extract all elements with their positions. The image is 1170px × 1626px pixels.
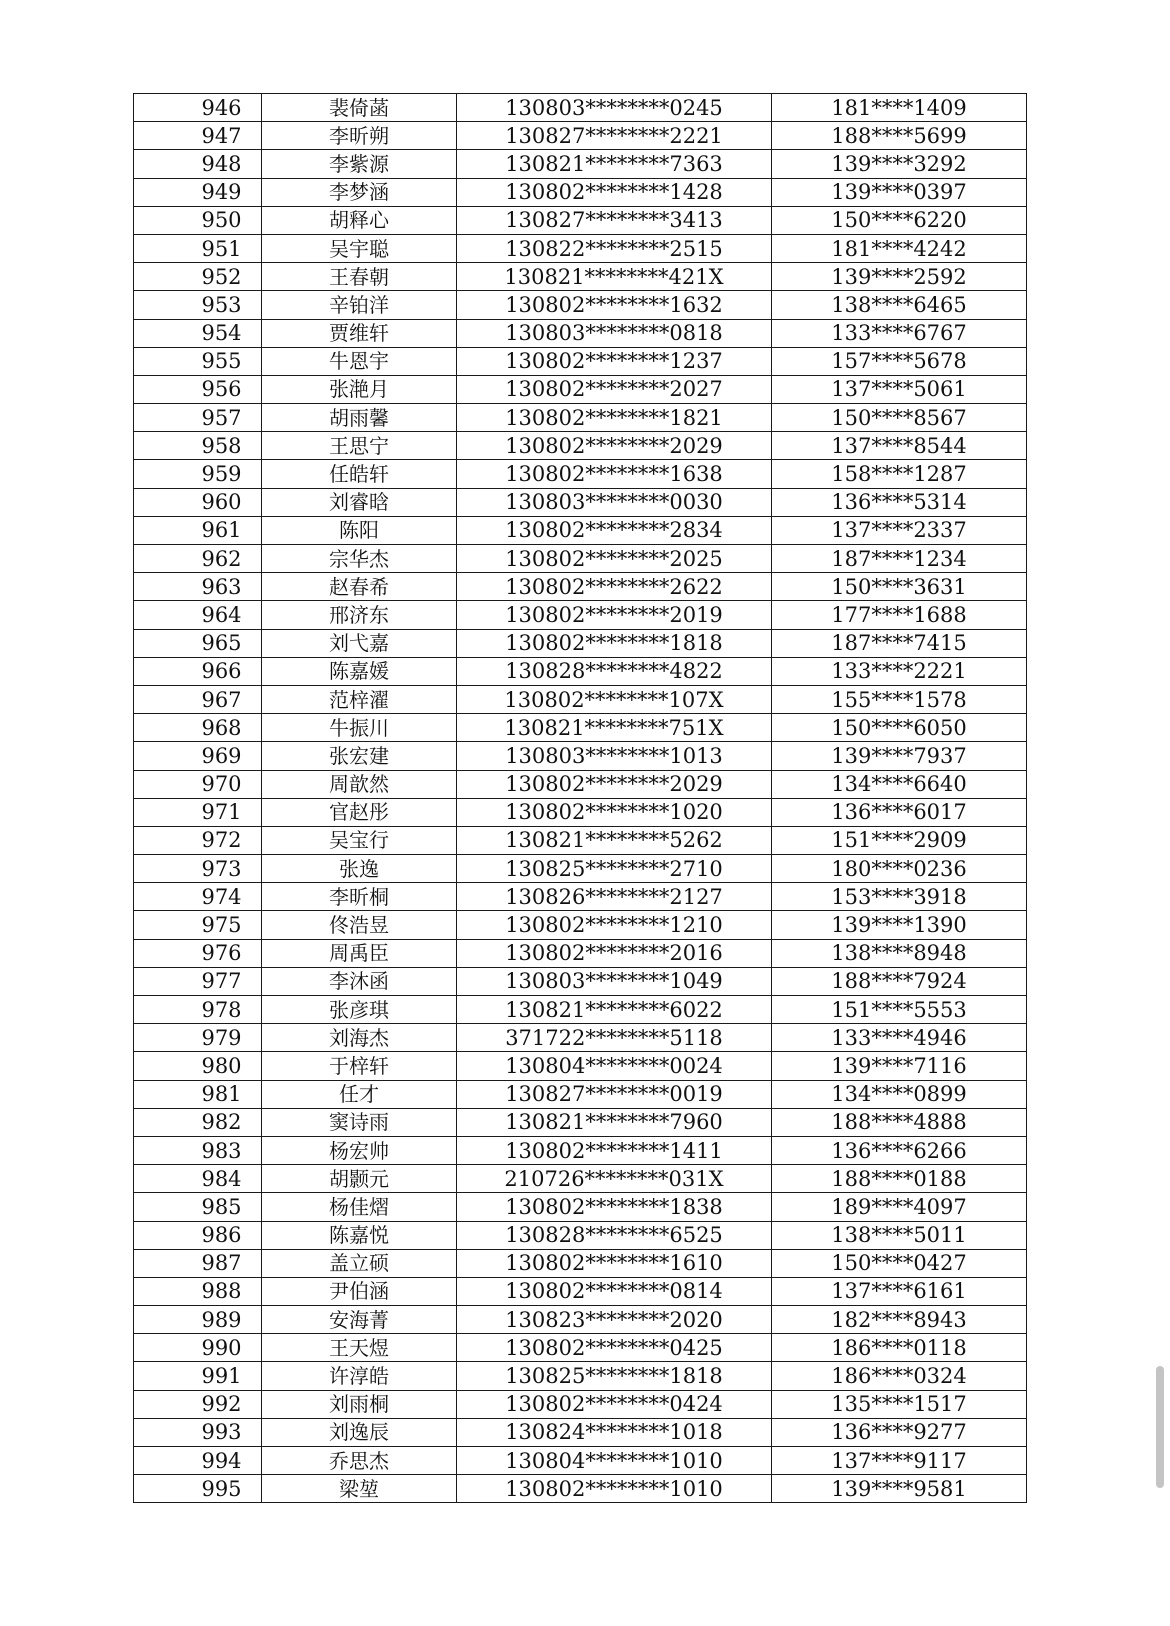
row-number-cell: 956 (134, 375, 262, 403)
row-number-cell: 967 (134, 685, 262, 713)
scrollbar-thumb[interactable] (1156, 1366, 1164, 1488)
phone-number-cell: 177****1688 (772, 601, 1027, 629)
phone-number-cell: 134****0899 (772, 1080, 1027, 1108)
table-row (134, 629, 1027, 657)
student-name-cell: 乔思杰 (262, 1447, 457, 1475)
id-number-cell: 130802********1428 (457, 178, 772, 206)
row-number-cell: 989 (134, 1306, 262, 1334)
id-number-cell: 130804********1010 (457, 1447, 772, 1475)
row-number-cell: 951 (134, 234, 262, 262)
phone-number-cell: 182****8943 (772, 1306, 1027, 1334)
phone-number-cell: 151****2909 (772, 826, 1027, 854)
table-row (134, 347, 1027, 375)
phone-number-cell: 139****0397 (772, 178, 1027, 206)
table-row (134, 1418, 1027, 1446)
roster-table (133, 93, 1027, 1503)
phone-number-cell: 137****8544 (772, 432, 1027, 460)
phone-number-cell: 139****9581 (772, 1475, 1027, 1503)
row-number-cell: 978 (134, 996, 262, 1024)
student-name-cell: 胡颢元 (262, 1165, 457, 1193)
phone-number-cell: 157****5678 (772, 347, 1027, 375)
table-row (134, 1249, 1027, 1277)
table-row (134, 855, 1027, 883)
student-name-cell: 胡雨馨 (262, 404, 457, 432)
table-row (134, 545, 1027, 573)
row-number-cell: 960 (134, 488, 262, 516)
row-number-cell: 992 (134, 1390, 262, 1418)
table-row (134, 1052, 1027, 1080)
table-row (134, 798, 1027, 826)
phone-number-cell: 150****3631 (772, 573, 1027, 601)
id-number-cell: 130803********1049 (457, 967, 772, 995)
student-name-cell: 张彦琪 (262, 996, 457, 1024)
student-name-cell: 安海菁 (262, 1306, 457, 1334)
phone-number-cell: 137****9117 (772, 1447, 1027, 1475)
id-number-cell: 130803********0245 (457, 94, 772, 122)
phone-number-cell: 187****7415 (772, 629, 1027, 657)
row-number-cell: 980 (134, 1052, 262, 1080)
table-row (134, 1277, 1027, 1305)
row-number-cell: 952 (134, 263, 262, 291)
student-name-cell: 尹伯涵 (262, 1277, 457, 1305)
row-number-cell: 966 (134, 657, 262, 685)
student-name-cell: 任皓轩 (262, 460, 457, 488)
row-number-cell: 985 (134, 1193, 262, 1221)
student-name-cell: 刘弋嘉 (262, 629, 457, 657)
row-number-cell: 958 (134, 432, 262, 460)
row-number-cell: 961 (134, 516, 262, 544)
student-name-cell: 刘睿晗 (262, 488, 457, 516)
row-number-cell: 991 (134, 1362, 262, 1390)
student-name-cell: 吴宝行 (262, 826, 457, 854)
id-number-cell: 130821********5262 (457, 826, 772, 854)
phone-number-cell: 188****0188 (772, 1165, 1027, 1193)
row-number-cell: 986 (134, 1221, 262, 1249)
student-name-cell: 邢济东 (262, 601, 457, 629)
table-row (134, 1306, 1027, 1334)
phone-number-cell: 133****4946 (772, 1024, 1027, 1052)
id-number-cell: 130827********2221 (457, 122, 772, 150)
phone-number-cell: 138****6465 (772, 291, 1027, 319)
row-number-cell: 972 (134, 826, 262, 854)
id-number-cell: 130803********1013 (457, 742, 772, 770)
id-number-cell: 130821********7960 (457, 1108, 772, 1136)
student-name-cell: 许淳皓 (262, 1362, 457, 1390)
phone-number-cell: 155****1578 (772, 685, 1027, 713)
row-number-cell: 963 (134, 573, 262, 601)
row-number-cell: 988 (134, 1277, 262, 1305)
student-name-cell: 杨宏帅 (262, 1136, 457, 1164)
id-number-cell: 130802********1411 (457, 1136, 772, 1164)
id-number-cell: 130824********1018 (457, 1418, 772, 1446)
table-row (134, 206, 1027, 234)
student-name-cell: 张滟月 (262, 375, 457, 403)
id-number-cell: 130802********1210 (457, 911, 772, 939)
row-number-cell: 950 (134, 206, 262, 234)
row-number-cell: 993 (134, 1418, 262, 1446)
row-number-cell: 968 (134, 714, 262, 742)
id-number-cell: 130828********6525 (457, 1221, 772, 1249)
table-row (134, 1334, 1027, 1362)
row-number-cell: 976 (134, 939, 262, 967)
student-name-cell: 牛恩宇 (262, 347, 457, 375)
phone-number-cell: 139****7937 (772, 742, 1027, 770)
id-number-cell: 130825********1818 (457, 1362, 772, 1390)
id-number-cell: 130802********1638 (457, 460, 772, 488)
row-number-cell: 964 (134, 601, 262, 629)
id-number-cell: 130802********1818 (457, 629, 772, 657)
student-name-cell: 吴宇聪 (262, 234, 457, 262)
table-row (134, 939, 1027, 967)
table-row (134, 234, 1027, 262)
table-row (134, 742, 1027, 770)
row-number-cell: 949 (134, 178, 262, 206)
id-number-cell: 130802********1838 (457, 1193, 772, 1221)
student-name-cell: 李梦涵 (262, 178, 457, 206)
row-number-cell: 969 (134, 742, 262, 770)
id-number-cell: 130821********751X (457, 714, 772, 742)
student-name-cell: 李紫源 (262, 150, 457, 178)
student-name-cell: 陈嘉媛 (262, 657, 457, 685)
table-row (134, 826, 1027, 854)
id-number-cell: 130827********3413 (457, 206, 772, 234)
student-name-cell: 李沐函 (262, 967, 457, 995)
id-number-cell: 130802********2029 (457, 770, 772, 798)
student-name-cell: 窦诗雨 (262, 1108, 457, 1136)
table-row (134, 883, 1027, 911)
row-number-cell: 948 (134, 150, 262, 178)
id-number-cell: 371722********5118 (457, 1024, 772, 1052)
phone-number-cell: 136****6266 (772, 1136, 1027, 1164)
table-row (134, 1165, 1027, 1193)
student-name-cell: 裴倚菡 (262, 94, 457, 122)
table-row (134, 601, 1027, 629)
row-number-cell: 953 (134, 291, 262, 319)
table-row (134, 94, 1027, 122)
id-number-cell: 130826********2127 (457, 883, 772, 911)
phone-number-cell: 139****2592 (772, 263, 1027, 291)
phone-number-cell: 181****4242 (772, 234, 1027, 262)
row-number-cell: 970 (134, 770, 262, 798)
phone-number-cell: 186****0324 (772, 1362, 1027, 1390)
student-name-cell: 张逸 (262, 855, 457, 883)
row-number-cell: 947 (134, 122, 262, 150)
id-number-cell: 130822********2515 (457, 234, 772, 262)
student-name-cell: 宗华杰 (262, 545, 457, 573)
table-row (134, 770, 1027, 798)
phone-number-cell: 153****3918 (772, 883, 1027, 911)
phone-number-cell: 138****8948 (772, 939, 1027, 967)
id-number-cell: 130802********0425 (457, 1334, 772, 1362)
student-name-cell: 牛振川 (262, 714, 457, 742)
table-row (134, 516, 1027, 544)
student-name-cell: 周歆然 (262, 770, 457, 798)
row-number-cell: 962 (134, 545, 262, 573)
id-number-cell: 130802********1020 (457, 798, 772, 826)
id-number-cell: 130803********0818 (457, 319, 772, 347)
table-row (134, 460, 1027, 488)
table-row (134, 1024, 1027, 1052)
id-number-cell: 130802********1237 (457, 347, 772, 375)
phone-number-cell: 187****1234 (772, 545, 1027, 573)
row-number-cell: 974 (134, 883, 262, 911)
id-number-cell: 130802********1010 (457, 1475, 772, 1503)
phone-number-cell: 188****4888 (772, 1108, 1027, 1136)
phone-number-cell: 136****6017 (772, 798, 1027, 826)
id-number-cell: 130823********2020 (457, 1306, 772, 1334)
phone-number-cell: 186****0118 (772, 1334, 1027, 1362)
table-row (134, 911, 1027, 939)
roster-body (134, 94, 1027, 1503)
phone-number-cell: 151****5553 (772, 996, 1027, 1024)
phone-number-cell: 180****0236 (772, 855, 1027, 883)
student-name-cell: 刘逸辰 (262, 1418, 457, 1446)
table-row (134, 657, 1027, 685)
table-row (134, 319, 1027, 347)
id-number-cell: 130802********2025 (457, 545, 772, 573)
student-name-cell: 张宏建 (262, 742, 457, 770)
phone-number-cell: 150****8567 (772, 404, 1027, 432)
student-name-cell: 范梓濯 (262, 685, 457, 713)
table-row (134, 1390, 1027, 1418)
student-name-cell: 任才 (262, 1080, 457, 1108)
student-name-cell: 李昕朔 (262, 122, 457, 150)
student-name-cell: 陈嘉悦 (262, 1221, 457, 1249)
row-number-cell: 973 (134, 855, 262, 883)
id-number-cell: 130802********107X (457, 685, 772, 713)
student-name-cell: 官赵彤 (262, 798, 457, 826)
table-row (134, 1136, 1027, 1164)
phone-number-cell: 189****4097 (772, 1193, 1027, 1221)
id-number-cell: 130804********0024 (457, 1052, 772, 1080)
table-row (134, 375, 1027, 403)
row-number-cell: 971 (134, 798, 262, 826)
row-number-cell: 977 (134, 967, 262, 995)
student-name-cell: 刘雨桐 (262, 1390, 457, 1418)
id-number-cell: 130803********0030 (457, 488, 772, 516)
student-name-cell: 佟浩昱 (262, 911, 457, 939)
table-row (134, 291, 1027, 319)
id-number-cell: 130802********1610 (457, 1249, 772, 1277)
student-name-cell: 王天煜 (262, 1334, 457, 1362)
student-name-cell: 王思宁 (262, 432, 457, 460)
phone-number-cell: 137****5061 (772, 375, 1027, 403)
table-row (134, 488, 1027, 516)
table-row (134, 996, 1027, 1024)
student-name-cell: 刘海杰 (262, 1024, 457, 1052)
scrollbar[interactable] (1152, 0, 1170, 1626)
table-row (134, 122, 1027, 150)
table-row (134, 714, 1027, 742)
phone-number-cell: 188****5699 (772, 122, 1027, 150)
phone-number-cell: 139****7116 (772, 1052, 1027, 1080)
phone-number-cell: 150****6220 (772, 206, 1027, 234)
id-number-cell: 130802********1821 (457, 404, 772, 432)
table-row (134, 1221, 1027, 1249)
row-number-cell: 984 (134, 1165, 262, 1193)
id-number-cell: 130802********2019 (457, 601, 772, 629)
id-number-cell: 130802********0814 (457, 1277, 772, 1305)
table-row (134, 178, 1027, 206)
phone-number-cell: 133****6767 (772, 319, 1027, 347)
row-number-cell: 982 (134, 1108, 262, 1136)
phone-number-cell: 137****6161 (772, 1277, 1027, 1305)
phone-number-cell: 150****6050 (772, 714, 1027, 742)
id-number-cell: 130821********7363 (457, 150, 772, 178)
phone-number-cell: 150****0427 (772, 1249, 1027, 1277)
id-number-cell: 130802********2029 (457, 432, 772, 460)
phone-number-cell: 188****7924 (772, 967, 1027, 995)
student-name-cell: 盖立硕 (262, 1249, 457, 1277)
id-number-cell: 130827********0019 (457, 1080, 772, 1108)
table-row (134, 1447, 1027, 1475)
id-number-cell: 130828********4822 (457, 657, 772, 685)
row-number-cell: 955 (134, 347, 262, 375)
phone-number-cell: 135****1517 (772, 1390, 1027, 1418)
id-number-cell: 130802********2016 (457, 939, 772, 967)
row-number-cell: 959 (134, 460, 262, 488)
student-name-cell: 贾维轩 (262, 319, 457, 347)
id-number-cell: 130802********0424 (457, 1390, 772, 1418)
phone-number-cell: 136****5314 (772, 488, 1027, 516)
id-number-cell: 130802********2027 (457, 375, 772, 403)
id-number-cell: 210726********031X (457, 1165, 772, 1193)
id-number-cell: 130802********1632 (457, 291, 772, 319)
student-name-cell: 陈阳 (262, 516, 457, 544)
row-number-cell: 987 (134, 1249, 262, 1277)
id-number-cell: 130821********6022 (457, 996, 772, 1024)
student-name-cell: 赵春希 (262, 573, 457, 601)
student-name-cell: 梁堃 (262, 1475, 457, 1503)
row-number-cell: 954 (134, 319, 262, 347)
phone-number-cell: 139****3292 (772, 150, 1027, 178)
table-row (134, 685, 1027, 713)
phone-number-cell: 133****2221 (772, 657, 1027, 685)
id-number-cell: 130802********2622 (457, 573, 772, 601)
row-number-cell: 946 (134, 94, 262, 122)
student-name-cell: 周禹臣 (262, 939, 457, 967)
row-number-cell: 975 (134, 911, 262, 939)
row-number-cell: 990 (134, 1334, 262, 1362)
row-number-cell: 979 (134, 1024, 262, 1052)
row-number-cell: 994 (134, 1447, 262, 1475)
table-row (134, 1108, 1027, 1136)
student-name-cell: 辛铂洋 (262, 291, 457, 319)
id-number-cell: 130802********2834 (457, 516, 772, 544)
phone-number-cell: 136****9277 (772, 1418, 1027, 1446)
row-number-cell: 981 (134, 1080, 262, 1108)
student-name-cell: 杨佳熠 (262, 1193, 457, 1221)
table-row (134, 404, 1027, 432)
phone-number-cell: 181****1409 (772, 94, 1027, 122)
phone-number-cell: 158****1287 (772, 460, 1027, 488)
table-row (134, 1362, 1027, 1390)
table-row (134, 1193, 1027, 1221)
id-number-cell: 130821********421X (457, 263, 772, 291)
student-name-cell: 王春朝 (262, 263, 457, 291)
phone-number-cell: 138****5011 (772, 1221, 1027, 1249)
table-row (134, 1080, 1027, 1108)
student-name-cell: 李昕桐 (262, 883, 457, 911)
table-row (134, 573, 1027, 601)
row-number-cell: 965 (134, 629, 262, 657)
row-number-cell: 957 (134, 404, 262, 432)
table-row (134, 263, 1027, 291)
table-row (134, 967, 1027, 995)
table-row (134, 432, 1027, 460)
row-number-cell: 983 (134, 1136, 262, 1164)
phone-number-cell: 134****6640 (772, 770, 1027, 798)
table-row (134, 150, 1027, 178)
table-row (134, 1475, 1027, 1503)
student-name-cell: 于梓轩 (262, 1052, 457, 1080)
id-number-cell: 130825********2710 (457, 855, 772, 883)
phone-number-cell: 139****1390 (772, 911, 1027, 939)
student-name-cell: 胡释心 (262, 206, 457, 234)
phone-number-cell: 137****2337 (772, 516, 1027, 544)
row-number-cell: 995 (134, 1475, 262, 1503)
